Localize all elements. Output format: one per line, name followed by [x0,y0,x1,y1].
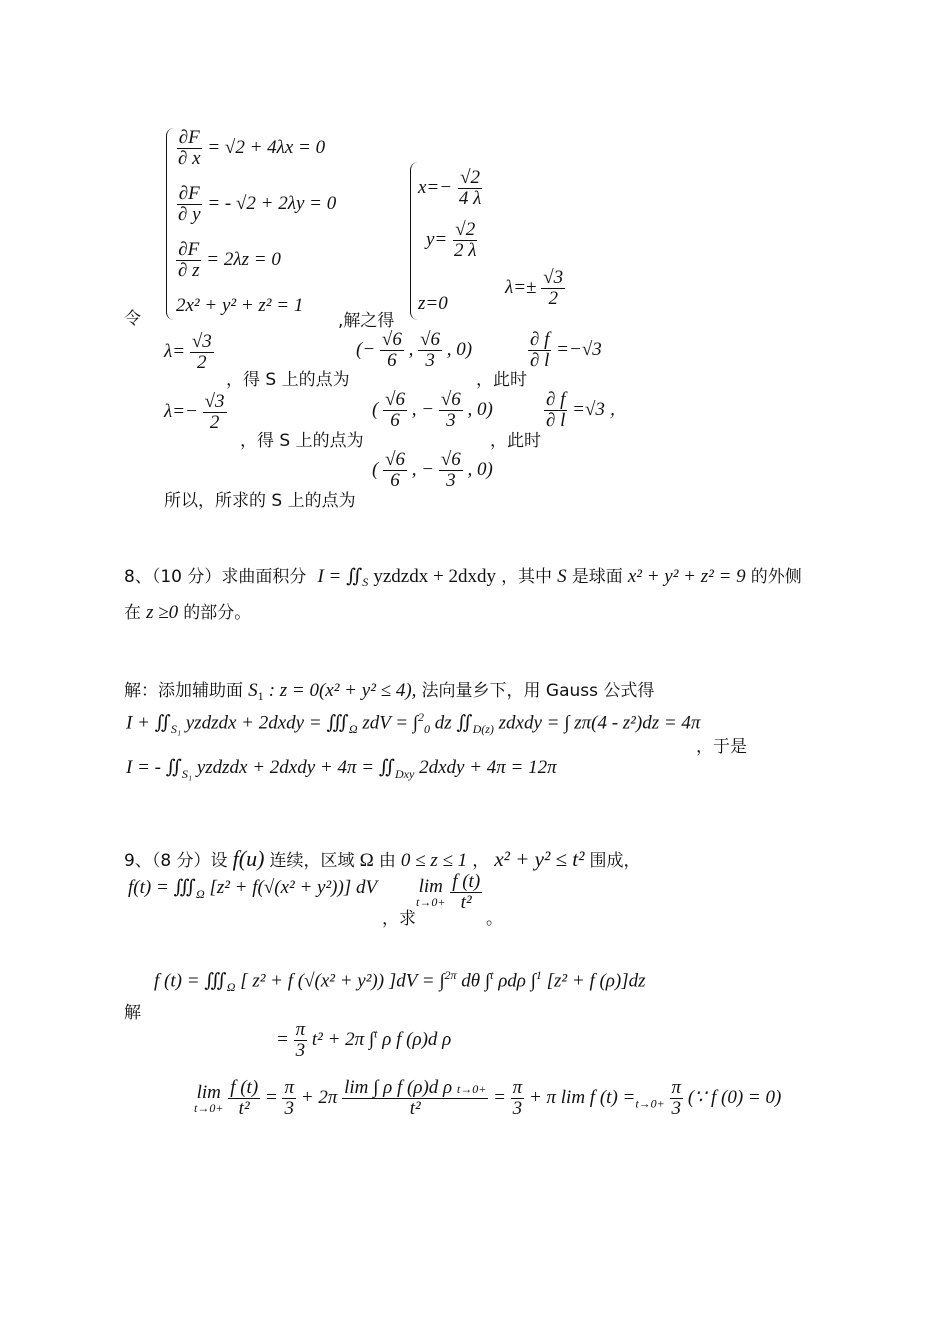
system1-eq4: 2x² + y² + z² = 1 [176,295,304,316]
q8-solution-line1: 解：添加辅助面 $S_1$ : z = 0(x² + y² ≤ 4), 法向量乡下，用 Gauss 公式得 [124,680,655,704]
case2-derivative: $\frac{\partial f}{\partial l}$ =√3 ， [546,389,627,431]
q9-definition: $f(t) = ∭_\Omega$ [z² + f(√(x² + y²))] dV [128,877,378,901]
system1-eq2: $\frac{\partial F}{\partial y}$ = - √2 + 2λy = 0 [178,183,337,225]
conclusion-text: 所以，所求的 S 上的点为 [164,491,356,511]
case2-text2: ，此时 [490,431,541,451]
q9-solution-eq1: f $(t) = ∭_\Omega$ [ z² + f (√(x² + y²)) ]dV = ∫$^{2\pi}$ dθ ∫$^t$ ρdρ ∫$^1$ [z² + f (ρ)]dz [154,968,646,995]
system1-eq1: $\frac{\partial F}{\partial x}$ = √2 + 4λx = 0 [178,127,326,169]
case1-text2: ，此时 [476,370,527,390]
q8-statement-line1: 8、（10 分）求曲面积分 $I = ∬_S$ yzdzdx + 2dxdy ，其中 S 是球面 x² + y² + z² = 9 的外侧 [124,566,802,590]
q9-solution-eq2: = $\frac{\pi}{3}$ t² + 2π ∫$^t$ ρ f (ρ)d ρ [276,1019,452,1061]
q9-solution-eq3: lim t→0+ $\frac{f (t)}{\text{t²}}$ = $\frac{\pi}{3}$ + 2π $\frac{\text{lim ∫ ρ f (ρ)d ρ t→0+}}{\text{t²}}$ = $\frac{\pi}{3}$ + π lim f $(t) =_{t\to 0+}$ $\frac{\pi}{3}$ (∵ f (0) = 0) [194,1077,782,1119]
lambda-plus-minus: λ=± $\frac{√3}{2}$ [505,267,564,309]
conclusion-point: ( $\frac{√6}{6}$ , − $\frac{√6}{3}$ , 0) [372,449,493,491]
q9-ask: ，求 [382,909,416,929]
case1-point: (− $\frac{√6}{6}$ , $\frac{√6}{3}$ , 0) [356,329,473,371]
ling-label: 令 [124,309,141,329]
q8-solution-eq1: $I + ∬_{S_1}$ yzdzdx + 2dxdy = $∭_\Omega$ zdV = ∫$^2_0$ dz $∬_{D(z)}$ zdxdy = ∫ zπ(4 - z²)dz = 4π [126,710,701,737]
q8-solution-yushi: ，于是 [696,737,747,757]
system1-brace [166,128,175,320]
case1-text1: ，得 S 上的点为 [226,370,350,390]
q8-statement-line2: 在 z ≥0 的部分。 [124,602,252,623]
case2-point: ( $\frac{√6}{6}$ , − $\frac{√6}{3}$ , 0) [372,389,493,431]
case2-text1: ，得 S 上的点为 [240,431,364,451]
system1-eq3: $\frac{\partial F}{\partial z}$ = 2λz = 0 [178,239,281,281]
q9-solution-label: 解 [124,1003,141,1023]
system2-x: x=− $\frac{√2}{4 \lambda}$ [418,167,482,209]
q9-end: 。 [486,909,503,929]
q9-limit: lim t→0+ $\frac{f (t)}{\text{t²}}$ [416,871,481,913]
case1-derivative: $\frac{\partial f}{\partial l}$ =−√3 [530,329,602,371]
system2-z: z=0 [418,293,448,314]
q9-statement-line1: 9、（8 分）设 f(u) 连续，区域 Ω 由 0 ≤ z ≤ 1 ， x² + y² ≤ t² 围成， [124,846,641,871]
system2-y: y= $\frac{√2}{2 \lambda}$ [426,219,477,261]
case1-lambda: λ= $\frac{√3}{2}$ [164,331,212,373]
q8-solution-eq2: I = - $∬_{S_1}$ yzdzdx + 2dxdy + $4\pi = ∬_{Dxy}$ 2dxdy + 4π = 12π [126,757,557,781]
solve-label: ,解之得 [338,311,395,331]
case2-lambda: λ=− $\frac{√3}{2}$ [164,391,225,433]
